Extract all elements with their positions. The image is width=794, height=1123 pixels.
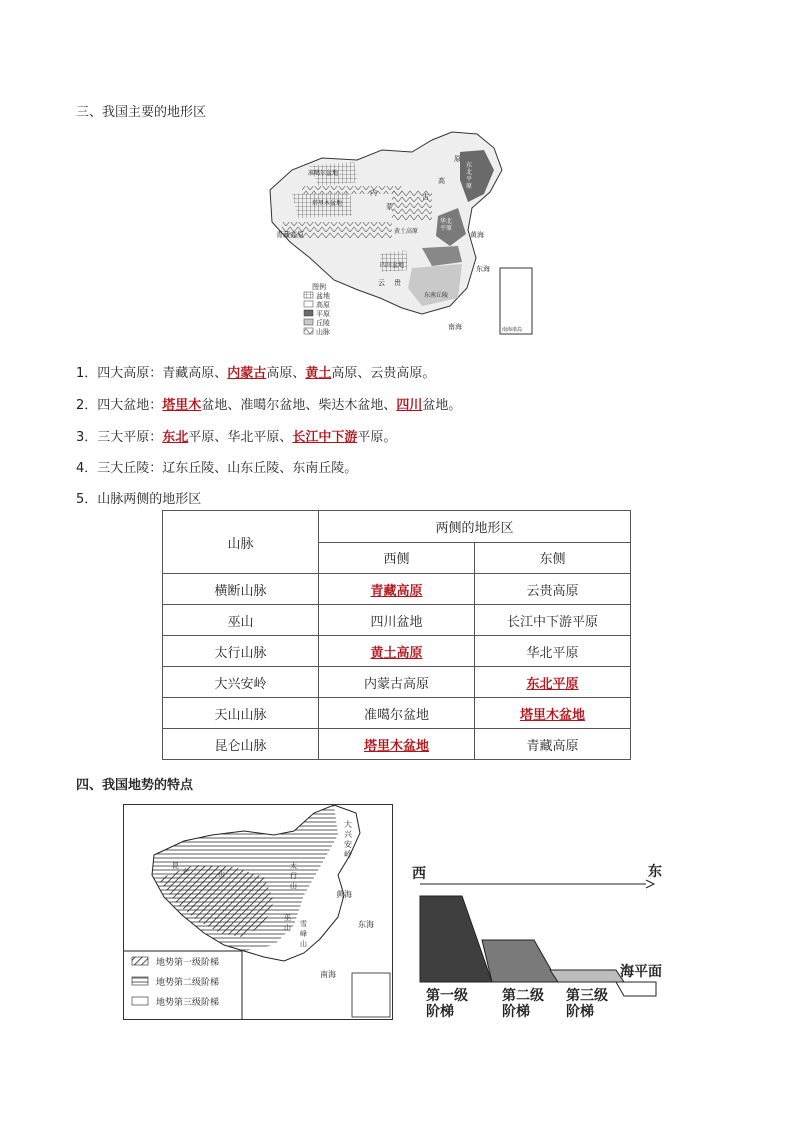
map-label: 南海 [320, 970, 336, 979]
step2-line2: 阶梯 [502, 1004, 530, 1020]
list-text: 平原、华北平原、 [188, 430, 293, 445]
cell-west: 黄土高原 [319, 636, 475, 667]
map-inset-label: 南海诸岛 [502, 327, 523, 333]
list-item-hills [76, 457, 357, 476]
map-label: 原 [454, 155, 461, 163]
map-label: 云 [378, 279, 385, 287]
step3-line2: 阶梯 [566, 1004, 594, 1020]
map-label: 四川盆地 [380, 262, 405, 269]
mountain-sides-table [162, 510, 631, 760]
cell-mountain: 大兴安岭 [163, 667, 319, 698]
list-number: 3． [76, 430, 98, 445]
list-text: 高原、云贵高原。 [331, 366, 436, 381]
cell-east: 东北平原 [475, 667, 631, 698]
list-text: 高原、 [266, 366, 306, 381]
cell-east: 长江中下游平原 [475, 605, 631, 636]
highlight-answer: 塔里木 [162, 398, 202, 413]
table-header-mountain: 山脉 [163, 511, 319, 574]
map-label: 黄土高原 [394, 228, 419, 235]
step2-label [502, 988, 544, 1020]
map-legend-item-plateau: 高原 [316, 301, 330, 309]
list-text: 平原。 [357, 430, 397, 445]
list-item-basins [76, 394, 461, 413]
highlight-answer: 内蒙古 [227, 366, 267, 381]
map-label: 行 [290, 872, 297, 880]
table-row [163, 698, 631, 729]
step3-line1: 第三级 [566, 988, 608, 1004]
cell-west: 内蒙古高原 [319, 667, 475, 698]
table-header-west: 西侧 [319, 542, 475, 574]
map-label: 山 [284, 924, 291, 932]
section3-title: 三、我国主要的地形区 [76, 105, 207, 120]
cell-west: 四川盆地 [319, 605, 475, 636]
step1-line1: 第一级 [426, 988, 468, 1004]
map-legend-item-hills: 丘陵 [316, 319, 330, 327]
map-label: 准噶尔盆地 [308, 170, 339, 177]
highlight-answer: 长江中下游 [292, 430, 358, 445]
table-row [163, 667, 631, 698]
map-label: 高 [438, 177, 445, 185]
list-text: 三大平原： [97, 430, 163, 445]
cell-mountain: 太行山脉 [163, 636, 319, 667]
list-item-plateaus [76, 362, 435, 381]
map-label: 东海 [358, 920, 374, 929]
map-label: 大 [344, 820, 352, 829]
map-label: 岭 [344, 850, 352, 859]
step2-line1: 第二级 [502, 988, 544, 1004]
cell-mountain: 天山山脉 [163, 698, 319, 729]
map-legend-item-plain: 平原 [316, 310, 330, 318]
legend-step1: 地势第一级阶梯 [156, 958, 220, 968]
map-label: 山 [300, 940, 307, 948]
map-label: 山 [218, 870, 225, 878]
map-label: 黄海 [470, 231, 484, 239]
section4-title: 四、我国地势的特点 [76, 778, 194, 793]
highlight-answer: 黄土 [305, 366, 332, 381]
terrain-map [262, 130, 534, 342]
map-label: 贵 [394, 279, 401, 287]
map-label: 塔里木盆地 [312, 200, 343, 207]
map-legend-item-basin: 盆地 [316, 292, 330, 300]
cell-west: 塔里木盆地 [319, 729, 475, 760]
cell-mountain: 巫山 [163, 605, 319, 636]
list-text: 山脉两侧的地形区 [97, 492, 202, 507]
list-number: 5． [76, 492, 98, 507]
map-label: 山 [290, 882, 297, 890]
table-row [163, 636, 631, 667]
map-legend-item-mountain: 山脉 [316, 328, 330, 336]
cell-mountain: 横断山脉 [163, 574, 319, 605]
legend-step3: 地势第三级阶梯 [156, 998, 220, 1008]
list-number: 4． [76, 461, 98, 476]
table-header-sides: 两侧的地形区 [319, 511, 631, 543]
map-label: 黄海 [336, 890, 352, 899]
map-label: 南海 [448, 323, 462, 331]
list-number: 2． [76, 398, 98, 413]
list-text: 盆地、准噶尔盆地、柴达木盆地、 [201, 398, 397, 413]
map-legend-title: 图例 [312, 283, 326, 291]
sea-level-label: 海平面 [620, 964, 662, 980]
list-text: 三大丘陵：辽东丘陵、山东丘陵、东南丘陵。 [97, 461, 358, 476]
legend-step2: 地势第二级阶梯 [156, 978, 220, 988]
map-label: 兴 [344, 830, 352, 839]
cell-east: 青藏高原 [475, 729, 631, 760]
map-label: 蒙 [386, 203, 393, 211]
cell-east: 云贵高原 [475, 574, 631, 605]
cell-west: 准噶尔盆地 [319, 698, 475, 729]
map-label: 峰 [300, 930, 307, 938]
terrain-staircase-diagram [410, 862, 680, 1022]
table-row [163, 574, 631, 605]
step1-label [426, 988, 468, 1020]
list-item-plains [76, 426, 396, 445]
list-text: 盆地。 [422, 398, 462, 413]
cell-east: 塔里木盆地 [475, 698, 631, 729]
cell-west: 青藏高原 [319, 574, 475, 605]
map-label: 安 [344, 840, 352, 849]
map-label: 东北平原 [466, 162, 473, 190]
list-text: 四大盆地： [97, 398, 163, 413]
list-text: 四大高原：青藏高原、 [97, 366, 228, 381]
map-label: 华北平原 [440, 218, 453, 232]
map-label: 东南丘陵 [424, 292, 449, 299]
highlight-answer: 东北 [162, 430, 189, 445]
cell-mountain: 昆仑山脉 [163, 729, 319, 760]
map-label: 东海 [476, 265, 490, 273]
step3-label [566, 988, 608, 1020]
cell-east: 华北平原 [475, 636, 631, 667]
terrain-steps-map [123, 804, 393, 1020]
highlight-answer: 四川 [396, 398, 423, 413]
map-label: 太 [290, 862, 297, 870]
table-header-east: 东侧 [475, 542, 631, 574]
map-label: 古 [422, 193, 429, 201]
list-item-mountains [76, 488, 201, 507]
table-row [163, 605, 631, 636]
west-label: 西 [412, 866, 426, 882]
list-number: 1． [76, 366, 98, 381]
map-label: 巫 [284, 914, 291, 922]
map-label: 昆 [172, 862, 179, 870]
table-row [163, 729, 631, 760]
east-label: 东 [648, 864, 662, 880]
map-label: 仑 [182, 868, 189, 876]
map-label: 内 [370, 189, 377, 197]
step1-line2: 阶梯 [426, 1004, 454, 1020]
map-label: 青藏高原 [276, 231, 304, 239]
map-label: 雪 [300, 920, 307, 928]
